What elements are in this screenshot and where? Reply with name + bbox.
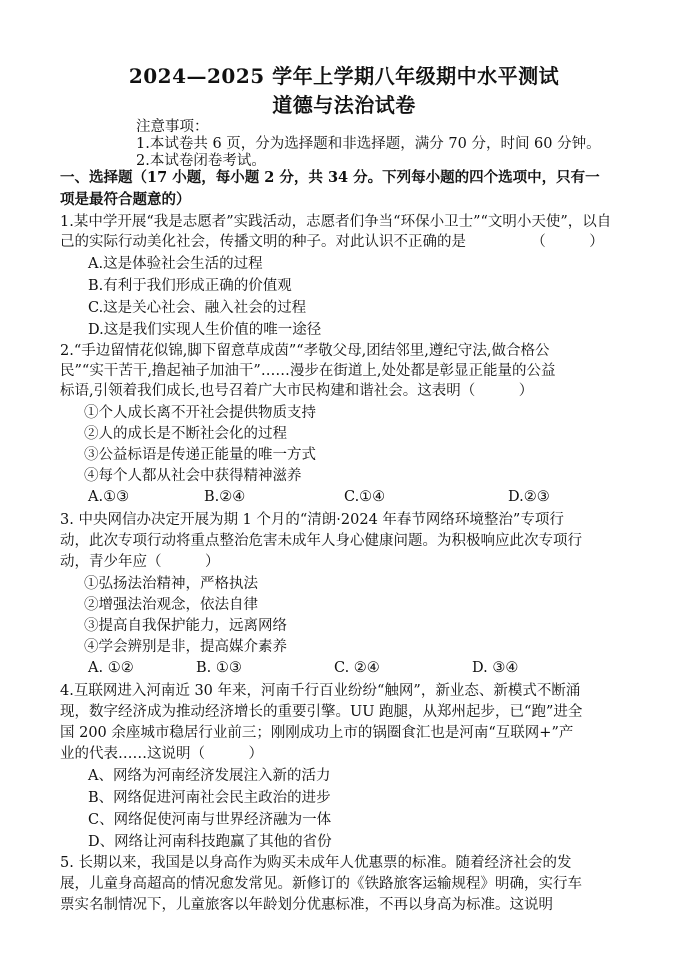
question-4-stem-line-3: 国 200 余座城市稳居行业前三；刚刚成功上市的锅圈食汇也是河南“互联网+”产 xyxy=(60,725,574,741)
question-4-option-b: B、网络促进河南社会民主政治的进步 xyxy=(88,790,331,806)
question-2-statement-2: ②人的成长是不断社会化的过程 xyxy=(84,426,287,442)
exam-title: 2024—2025 学年上学期八年级期中水平测试 xyxy=(128,64,560,88)
question-1-option-d: D.这是我们实现人生价值的唯一途径 xyxy=(88,322,322,338)
question-2-choice-a: A.①③ xyxy=(88,489,130,505)
notice-heading: 注意事项： xyxy=(136,119,209,135)
question-3-stem-line-2: 动，此次专项行动将重点整治危害未成年人身心健康问题。为积极响应此次专项行 xyxy=(60,533,582,549)
question-3-statement-4: ④学会辨别是非，提高媒介素养 xyxy=(84,639,287,655)
question-3-choice-a: A. ①② xyxy=(88,660,134,676)
question-2-stem-line-1: 2.“手边留情花似锦,脚下留意草成茵”“孝敬父母,团结邻里,遵纪守法,做合格公 xyxy=(60,343,550,359)
question-4-option-d: D、网络让河南科技跑赢了其他的省份 xyxy=(88,834,332,850)
question-1-option-c: C.这是关心社会、融入社会的过程 xyxy=(88,300,307,316)
question-5-stem-line-2: 展，儿童身高超高的情况愈发常见。新修订的《铁路旅客运输规程》明确，实行车 xyxy=(60,876,582,892)
question-1-stem-line-2: 己的实际行动美化社会，传播文明的种子。对此认识不正确的是 （ ） xyxy=(60,234,604,250)
question-2-stem-line-3: 标语,引领着我们成长,也号召着广大市民构建和谐社会。这表明（ ） xyxy=(60,383,534,399)
question-3-stem-line-1: 3. 中央网信办决定开展为期 1 个月的“清朗·2024 年春节网络环境整治”专项行 xyxy=(60,512,564,528)
section-heading-line-2: 项是最符合题意的） xyxy=(60,191,191,208)
question-3-statement-2: ②增强法治观念，依法自律 xyxy=(84,597,258,613)
question-3-choice-c: C. ②④ xyxy=(334,660,380,676)
question-4-stem-line-2: 现，数字经济成为推动经济增长的重要引擎。UU 跑腿，从郑州起步，已“跑”进全 xyxy=(60,704,583,720)
question-1-option-b: B.有利于我们形成正确的价值观 xyxy=(88,278,292,294)
question-4-stem-line-1: 4.互联网进入河南近 30 年来，河南千行百业纷纷“触网”，新业态、新模式不断涌 xyxy=(60,683,581,699)
question-5-stem-line-1: 5. 长期以来，我国是以身高作为购买未成年人优惠票的标准。随着经济社会的发 xyxy=(60,855,572,871)
question-2-statement-4: ④每个人都从社会中获得精神滋养 xyxy=(84,468,302,484)
exam-subtitle: 道德与法治试卷 xyxy=(272,93,416,117)
question-1-stem-line-1: 1.某中学开展“我是志愿者”实践活动，志愿者们争当“环保小卫士”“文明小天使”，以自 xyxy=(60,214,612,230)
section-heading-line-1: 一、选择题（17 小题，每小题 2 分，共 34 分。下列每小题的四个选项中，只有一 xyxy=(60,169,600,186)
question-3-statement-1: ①弘扬法治精神，严格执法 xyxy=(84,576,258,592)
question-2-choice-b: B.②④ xyxy=(204,489,246,505)
question-3-statement-3: ③提高自我保护能力，远离网络 xyxy=(84,618,287,634)
question-4-option-a: A、网络为河南经济发展注入新的活力 xyxy=(88,768,331,784)
question-4-option-c: C、网络促使河南与世界经济融为一体 xyxy=(88,812,332,828)
notice-item-1: 1.本试卷共 6 页，分为选择题和非选择题，满分 70 分，时间 60 分钟。 xyxy=(136,136,601,152)
question-3-choice-d: D. ③④ xyxy=(472,660,519,676)
question-2-stem-line-2: 民”“实干苦干,撸起袖子加油干”……漫步在街道上,处处都是彰显正能量的公益 xyxy=(60,363,556,379)
question-2-statement-3: ③公益标语是传递正能量的唯一方式 xyxy=(84,447,316,463)
question-1-option-a: A.这是体验社会生活的过程 xyxy=(88,256,263,272)
question-4-stem-line-4: 业的代表……这说明（ ） xyxy=(60,746,263,762)
question-5-stem-line-3: 票实名制情况下，儿童旅客以年龄划分优惠标准，不再以身高为标准。这说明 xyxy=(60,897,553,913)
question-2-statement-1: ①个人成长离不开社会提供物质支持 xyxy=(84,405,316,421)
question-2-choice-c: C.①④ xyxy=(344,489,386,505)
question-2-choice-d: D.②③ xyxy=(508,489,550,505)
question-3-stem-line-3: 动，青少年应（ ） xyxy=(60,554,220,570)
question-3-choice-b: B. ①③ xyxy=(196,660,242,676)
notice-item-2: 2.本试卷闭卷考试。 xyxy=(136,153,266,169)
